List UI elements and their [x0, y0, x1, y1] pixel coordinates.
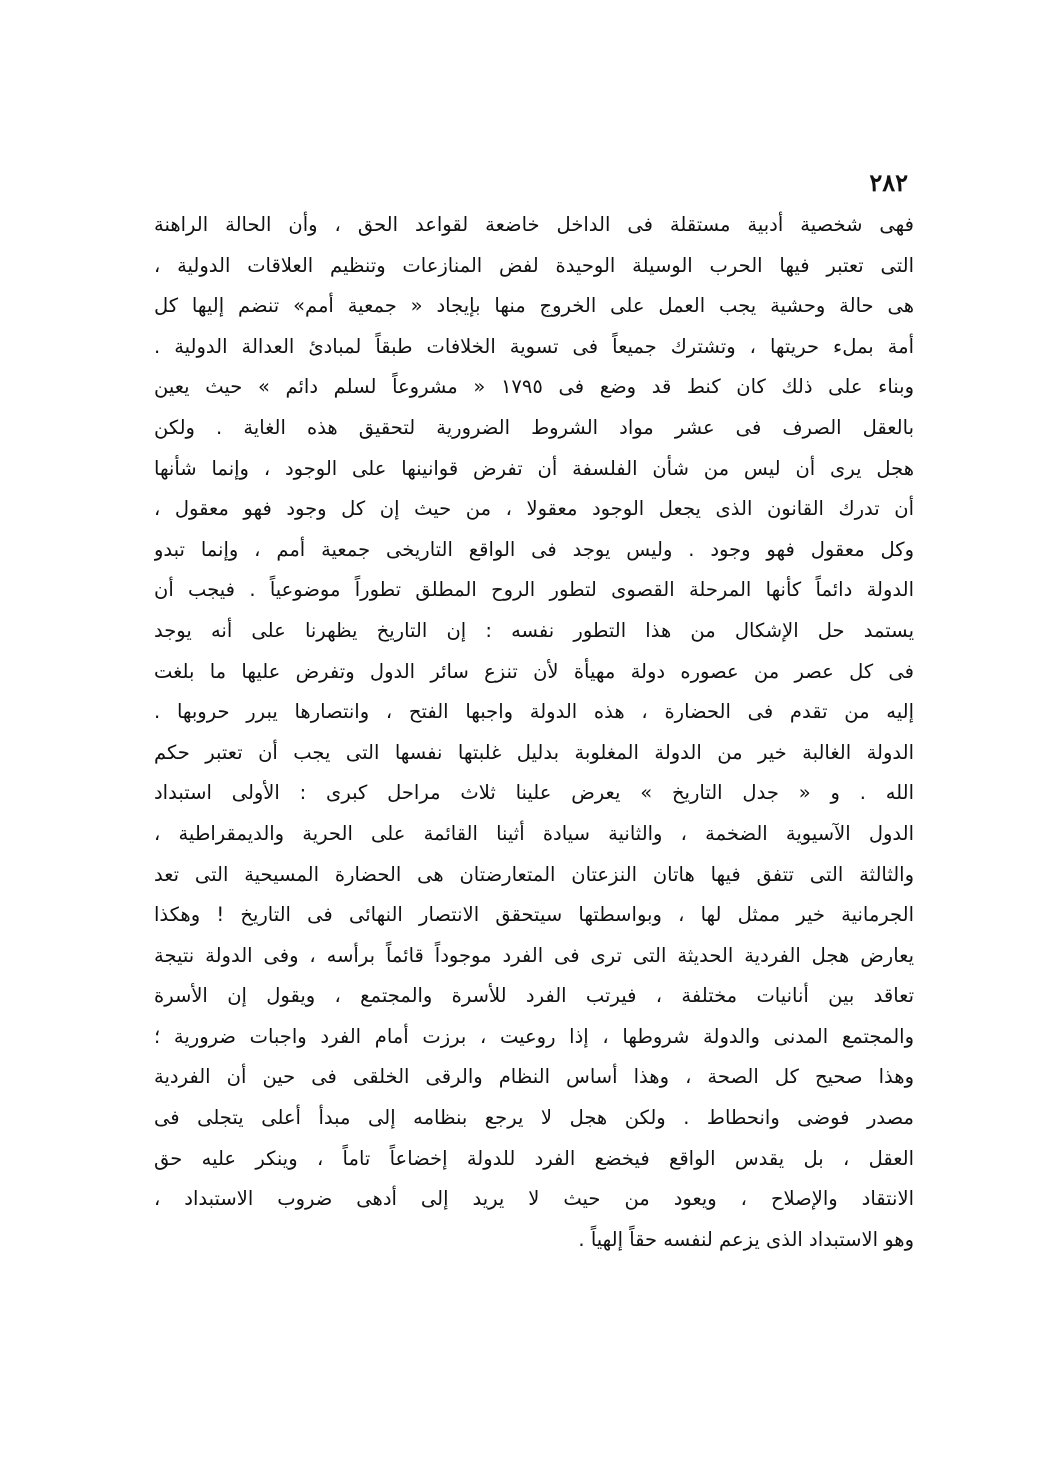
text-line: بالعقل الصرف فى عشر مواد الشروط الضرورية لتحقيق هذه الغاية . ولكن — [154, 415, 914, 439]
text-line: وهو الاستبداد الذى يزعم لنفسه حقاً إلهياً . — [578, 1227, 914, 1251]
text-line: فهى شخصية أدبية مستقلة فى الداخل خاضعة لقواعد الحق ، وأن الحالة الراهنة — [154, 213, 914, 236]
text-line: وكل معقول فهو وجود . وليس يوجد فى الواقع التاريخى جمعية أمم ، وإنما تبدو — [154, 537, 914, 561]
text-line: إليه من تقدم فى الحضارة ، هذه الدولة واجبها الفتح ، وانتصارها يبرر حروبها . — [154, 700, 914, 724]
text-line: هجل يرى أن ليس من شأن الفلسفة أن تفرض قوانينها على الوجود ، وإنما شأنها — [154, 456, 914, 480]
text-line: تعاقد بين أنانيات مختلفة ، فيرتب الفرد للأسرة والمجتمع ، ويقول إن الأسرة — [154, 984, 914, 1008]
text-line: الجرمانية خير ممثل لها ، وبواسطتها سيتحقق الانتصار النهائى فى التاريخ ! وهكذا — [154, 903, 914, 927]
text-line: فى كل عصر من عصوره دولة مهيأة لأن تنزع سائر الدول وتفرض عليها ما بلغت — [154, 659, 914, 683]
text-line: الدولة الغالبة خير من الدولة المغلوبة بدليل غلبتها نفسها التى يجب أن تعتبر حكم — [154, 740, 914, 764]
text-line: والثالثة التى تتفق فيها هاتان النزعتان المتعارضتان هى الحضارة المسيحية التى تعد — [154, 862, 914, 886]
text-line: مصدر فوضى وانحطاط . ولكن هجل لا يرجع بنظامه إلى مبدأ أعلى يتجلى فى — [154, 1106, 914, 1130]
page-number: ٢٨٢ — [869, 168, 908, 197]
text-line: والمجتمع المدنى والدولة شروطها ، إذا روعيت ، برزت أمام الفرد واجبات ضرورية ؛ — [154, 1024, 914, 1048]
text-line: يستمد حل الإشكال من هذا التطور نفسه : إن التاريخ يظهرنا على أنه يوجد — [154, 618, 914, 642]
text-line: أمة بملء حريتها ، وتشترك جميعاً فى تسوية الخلافات طبقاً لمبادئ العدالة الدولية . — [154, 334, 914, 358]
text-line: التى تعتبر فيها الحرب الوسيلة الوحيدة لفض المنازعات وتنظيم العلاقات الدولية ، — [154, 253, 914, 277]
body-text — [154, 205, 914, 1260]
text-line: وهذا صحيح كل الصحة ، وهذا أساس النظام والرقى الخلقى فى حين أن الفردية — [154, 1065, 914, 1089]
text-line: وبناء على ذلك كان كنط قد وضع فى ١٧٩٥ « مشروعاً لسلم دائم » حيث يعين — [154, 375, 914, 399]
text-line: الدولة دائماً كأنها المرحلة القصوى لتطور الروح المطلق تطوراً موضوعياً . فيجب أن — [154, 578, 914, 602]
text-line: أن تدرك القانون الذى يجعل الوجود معقولا ، من حيث إن كل وجود فهو معقول ، — [154, 497, 914, 521]
text-line: الانتقاد والإصلاح ، ويعود من حيث لا يريد إلى أدهى ضروب الاستبداد ، — [154, 1187, 914, 1211]
text-line: يعارض هجل الفردية الحديثة التى ترى فى الفرد موجوداً قائماً برأسه ، وفى الدولة نتيجة — [154, 943, 914, 967]
text-line: هى حالة وحشية يجب العمل على الخروج منها بإيجاد « جمعية أمم» تنضم إليها كل — [154, 294, 914, 318]
text-line: العقل ، بل يقدس الواقع فيخضع الفرد للدولة إخضاعاً تاماً ، وينكر عليه حق — [154, 1146, 914, 1170]
text-line: الدول الآسيوية الضخمة ، والثانية سيادة أثينا القائمة على الحرية والديمقراطية ، — [154, 821, 914, 845]
text-line: الله . و « جدل التاريخ » يعرض علينا ثلاث مراحل كبرى : الأولى استبداد — [154, 781, 914, 805]
